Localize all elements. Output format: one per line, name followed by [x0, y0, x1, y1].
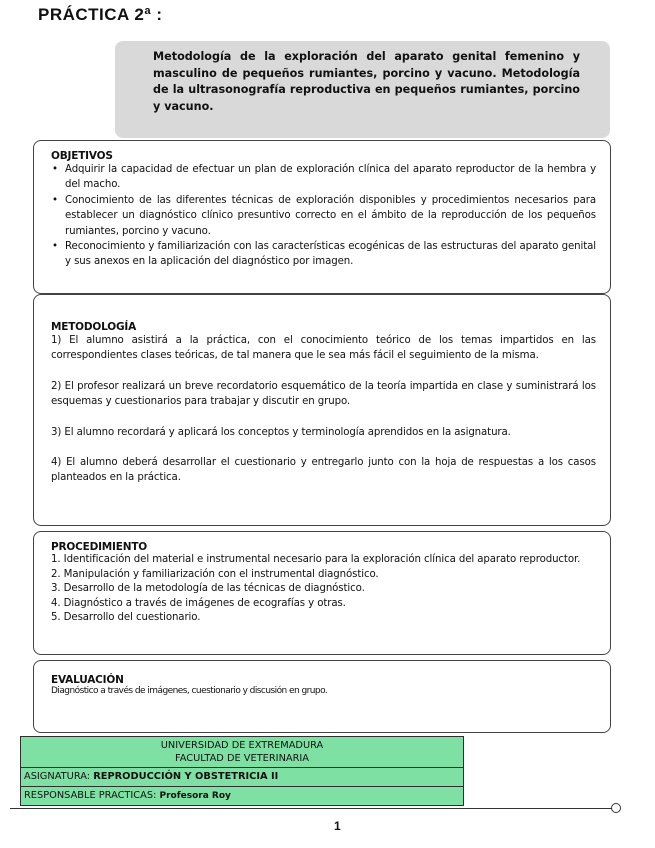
metodologia-paragraph: 3) El alumno recordará y aplicará los conceptos y terminología aprendidos en la asignatura.: [51, 426, 511, 438]
procedimiento-title: PROCEDIMIENTO: [51, 541, 148, 553]
footer-divider: [10, 808, 612, 809]
practica-topic-title: Metodología de la exploración del aparato genital femenino y masculino de pequeños rumiantes, porcino y vacuno. Metodología de la ultrasonografía reproductiva en pequeños rumiantes, porcino y vacuno.: [153, 50, 580, 113]
asignatura-label: ASIGNATURA:: [24, 771, 91, 782]
procedimiento-section: [33, 531, 611, 655]
objetivo-item: • Conocimiento de las diferentes técnicas de exploración disponibles y procedimientos necesarios para establecer un diagnóstico clínico presuntivo correcto en el ámbito de la reproducción de los pequeños rumiantes, porcino y vacuno.: [51, 193, 596, 239]
practica-title: PRÁCTICA 2ª :: [38, 5, 163, 24]
metodologia-body: [51, 333, 596, 486]
procedimiento-item: 4. Diagnóstico a través de imágenes de ecografías y otras.: [51, 597, 346, 609]
asignatura-row: [21, 768, 464, 787]
responsable-row: [21, 787, 464, 806]
university-name: UNIVERSIDAD DE EXTREMADURA: [160, 740, 324, 751]
metodologia-paragraph: 4) El alumno deberá desarrollar el cuestionario y entregarlo junto con la hoja de respuestas a los casos planteados en la práctica.: [51, 457, 596, 484]
responsable-label: RESPONSABLE PRACTICAS:: [24, 790, 157, 801]
metodologia-section: [33, 294, 611, 526]
faculty-name: FACULTAD DE VETERINARIA: [174, 753, 309, 764]
responsable-value: Profesora Roy: [159, 791, 231, 801]
objetivos-list: [51, 162, 596, 270]
metodologia-title: METODOLOGÍA: [51, 321, 137, 333]
objetivos-title: OBJETIVOS: [51, 150, 113, 162]
procedimiento-item: 1. Identificación del material e instrumental necesario para la exploración clínica del aparato reproductor.: [51, 554, 581, 565]
procedimiento-item: 5. Desarrollo del cuestionario.: [51, 612, 201, 624]
footer-info-table: [20, 736, 464, 806]
page-number: 1: [334, 819, 341, 833]
asignatura-value: REPRODUCCIÓN Y OBSTETRICIA II: [93, 771, 279, 782]
evaluacion-title: EVALUACIÓN: [51, 674, 124, 686]
procedimiento-item: 2. Manipulación y familiarización con el instrumental diagnóstico.: [51, 568, 379, 580]
metodologia-paragraph: 2) El profesor realizará un breve recordatorio esquemático de la teoría impartida en clase y suministrará los esquemas y cuestionarios para trabajar y discutir en grupo.: [51, 380, 596, 408]
objetivo-item: • Adquirir la capacidad de efectuar un plan de exploración clínica del aparato reproductor de la hembra y del macho.: [51, 162, 596, 193]
footer-institution: [21, 737, 464, 768]
practica-header-box: [115, 41, 610, 138]
objetivo-item: • Reconocimiento y familiarización con las características ecogénicas de las estructuras del aparato genital y sus anexos en la aplicación del diagnóstico por imagen.: [51, 239, 596, 270]
metodologia-paragraph: 1) El alumno asistirá a la práctica, con el conocimiento teórico de los temas impartidos en las correspondientes clases teóricas, de tal manera que le sea más fácil el seguimiento de la misma.: [51, 335, 596, 362]
evaluacion-text: Diagnóstico a través de imágenes, cuestionario y discusión en grupo.: [51, 686, 328, 696]
footer-line-end-circle-icon: [611, 803, 621, 813]
procedimiento-item: 3. Desarrollo de la metodología de las técnicas de diagnóstico.: [51, 583, 365, 595]
procedimiento-list: [51, 553, 596, 626]
evaluacion-section: [33, 660, 611, 733]
objetivos-section: [33, 140, 611, 294]
